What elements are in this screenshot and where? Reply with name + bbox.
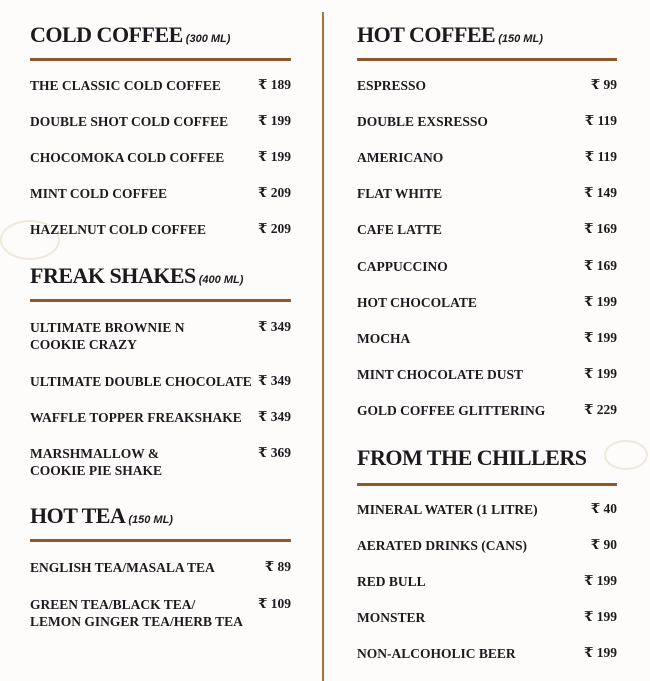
menu-item-name (30, 77, 221, 94)
menu-item-price: ₹ 199 (583, 294, 617, 309)
section-rule (30, 539, 291, 542)
menu-item-name (30, 559, 215, 576)
menu-item-name-line: HAZELNUT COLD COFFEE (30, 222, 207, 237)
menu-item-name (30, 221, 206, 238)
menu-item-name-line: LEMON GINGER TEA/HERB TEA (30, 614, 243, 629)
menu-item-name (357, 149, 443, 166)
menu-item-name (30, 596, 243, 630)
menu-item-name-line: GREEN TEA/BLACK TEA/ (30, 597, 196, 612)
menu-item-name-line: HOT CHOCOLATE (357, 295, 477, 310)
menu-item-price: ₹ 199 (583, 366, 617, 381)
menu-item-name (357, 537, 527, 554)
menu-item-price: ₹ 349 (257, 373, 291, 388)
menu-item-name (357, 258, 448, 275)
menu-item-price: ₹ 109 (257, 596, 291, 611)
menu-item-name (357, 330, 410, 347)
section-size: (400 ML) (198, 274, 244, 286)
menu-item-name (357, 402, 545, 419)
menu-item-name-line: CAFE LATTE (357, 222, 442, 237)
menu-item-price: ₹ 119 (584, 113, 617, 128)
menu-item-name (357, 366, 523, 383)
menu-item-price: ₹ 209 (257, 221, 291, 236)
menu-item-price: ₹ 229 (583, 402, 617, 417)
section-title: FREAK SHAKES (30, 263, 196, 288)
menu-item-name-line: AMERICANO (357, 150, 444, 165)
section-heading (30, 22, 230, 48)
section-size: (150 ML) (498, 33, 543, 45)
menu-item-name (357, 573, 426, 590)
section-heading (30, 503, 173, 529)
menu-item-name-line: DOUBLE SHOT COLD COFFEE (30, 114, 229, 129)
menu-item-name-line: ESPRESSO (357, 78, 427, 93)
menu-item-name-line: NON-ALCOHOLIC BEER (357, 646, 516, 661)
menu-item-price: ₹ 119 (584, 149, 617, 164)
menu-item-name-line: MINT COLD COFFEE (30, 186, 168, 201)
menu-item-name (30, 113, 228, 130)
menu-item-name (357, 609, 425, 626)
menu-item-price: ₹ 149 (583, 185, 617, 200)
menu-item-price: ₹ 349 (257, 319, 291, 334)
menu-item-price: ₹ 89 (264, 559, 291, 574)
menu-item-name-line: WAFFLE TOPPER FREAKSHAKE (30, 410, 242, 425)
menu-item-price: ₹ 199 (257, 113, 291, 128)
menu-item-price: ₹ 349 (257, 409, 291, 424)
menu-item-name (30, 373, 252, 390)
section-rule (357, 58, 617, 61)
menu-item-price: ₹ 169 (583, 258, 617, 273)
section-title: HOT COFFEE (357, 22, 496, 47)
menu-item-price: ₹ 40 (590, 501, 617, 516)
menu-item-price: ₹ 199 (583, 573, 617, 588)
menu-item-name-line: CAPPUCCINO (357, 259, 448, 274)
menu-item-name (30, 445, 162, 479)
menu-item-price: ₹ 209 (257, 185, 291, 200)
section-heading (30, 263, 243, 289)
section-rule (30, 299, 291, 302)
menu-item-name-line: COOKIE PIE SHAKE (30, 463, 163, 478)
menu-item-name (357, 501, 538, 518)
menu-item-price: ₹ 189 (257, 77, 291, 92)
section-size: (300 ML) (185, 33, 231, 45)
menu-item-name (357, 221, 442, 238)
background-swirl (604, 440, 648, 470)
menu-item-name (30, 409, 242, 426)
menu-item-name (357, 645, 516, 662)
menu-item-name (357, 113, 488, 130)
menu-item-name-line: CHOCOMOKA COLD COFFEE (30, 150, 225, 165)
menu-item-name-line: ENGLISH TEA/MASALA TEA (30, 560, 215, 575)
menu-item-price: ₹ 99 (590, 77, 617, 92)
menu-item-name-line: ULTIMATE DOUBLE CHOCOLATE (30, 374, 252, 389)
menu-item-price: ₹ 169 (583, 221, 617, 236)
section-title: FROM THE CHILLERS (357, 445, 587, 470)
section-size: (150 ML) (128, 514, 173, 526)
menu-item-price: ₹ 199 (257, 149, 291, 164)
menu-item-name-line: DOUBLE EXSRESSO (357, 114, 488, 129)
menu-item-name-line: COOKIE CRAZY (30, 337, 137, 352)
menu-item-name-line: RED BULL (357, 574, 426, 589)
section-rule (30, 58, 291, 61)
section-heading (357, 22, 543, 48)
menu-item-name (357, 294, 477, 311)
menu-item-price: ₹ 90 (590, 537, 617, 552)
menu-item-name-line: FLAT WHITE (357, 186, 443, 201)
menu-item-name-line: MOCHA (357, 331, 411, 346)
menu-item-name (357, 185, 442, 202)
menu-item-name-line: MINT CHOCOLATE DUST (357, 367, 524, 382)
menu-item-price: ₹ 369 (257, 445, 291, 460)
menu-item-name (30, 319, 185, 353)
menu-item-name (30, 185, 167, 202)
section-title: HOT TEA (30, 503, 126, 528)
menu-item-name-line: ULTIMATE BROWNIE N (30, 320, 185, 335)
menu-item-price: ₹ 199 (583, 609, 617, 624)
menu-item-name-line: MINERAL WATER (1 LITRE) (357, 502, 538, 517)
menu-item-price: ₹ 199 (583, 645, 617, 660)
menu-item-name-line: AERATED DRINKS (CANS) (357, 538, 528, 553)
column-divider (322, 12, 324, 681)
menu-item-name-line: GOLD COFFEE GLITTERING (357, 403, 546, 418)
menu-item-name-line: MONSTER (357, 610, 426, 625)
menu-item-price: ₹ 199 (583, 330, 617, 345)
menu-item-name-line: MARSHMALLOW & (30, 446, 160, 461)
menu-item-name-line: THE CLASSIC COLD COFFEE (30, 78, 221, 93)
menu-item-name (357, 77, 426, 94)
section-heading (357, 445, 586, 471)
section-rule (357, 483, 617, 486)
section-title: COLD COFFEE (30, 22, 183, 47)
menu-item-name (30, 149, 224, 166)
